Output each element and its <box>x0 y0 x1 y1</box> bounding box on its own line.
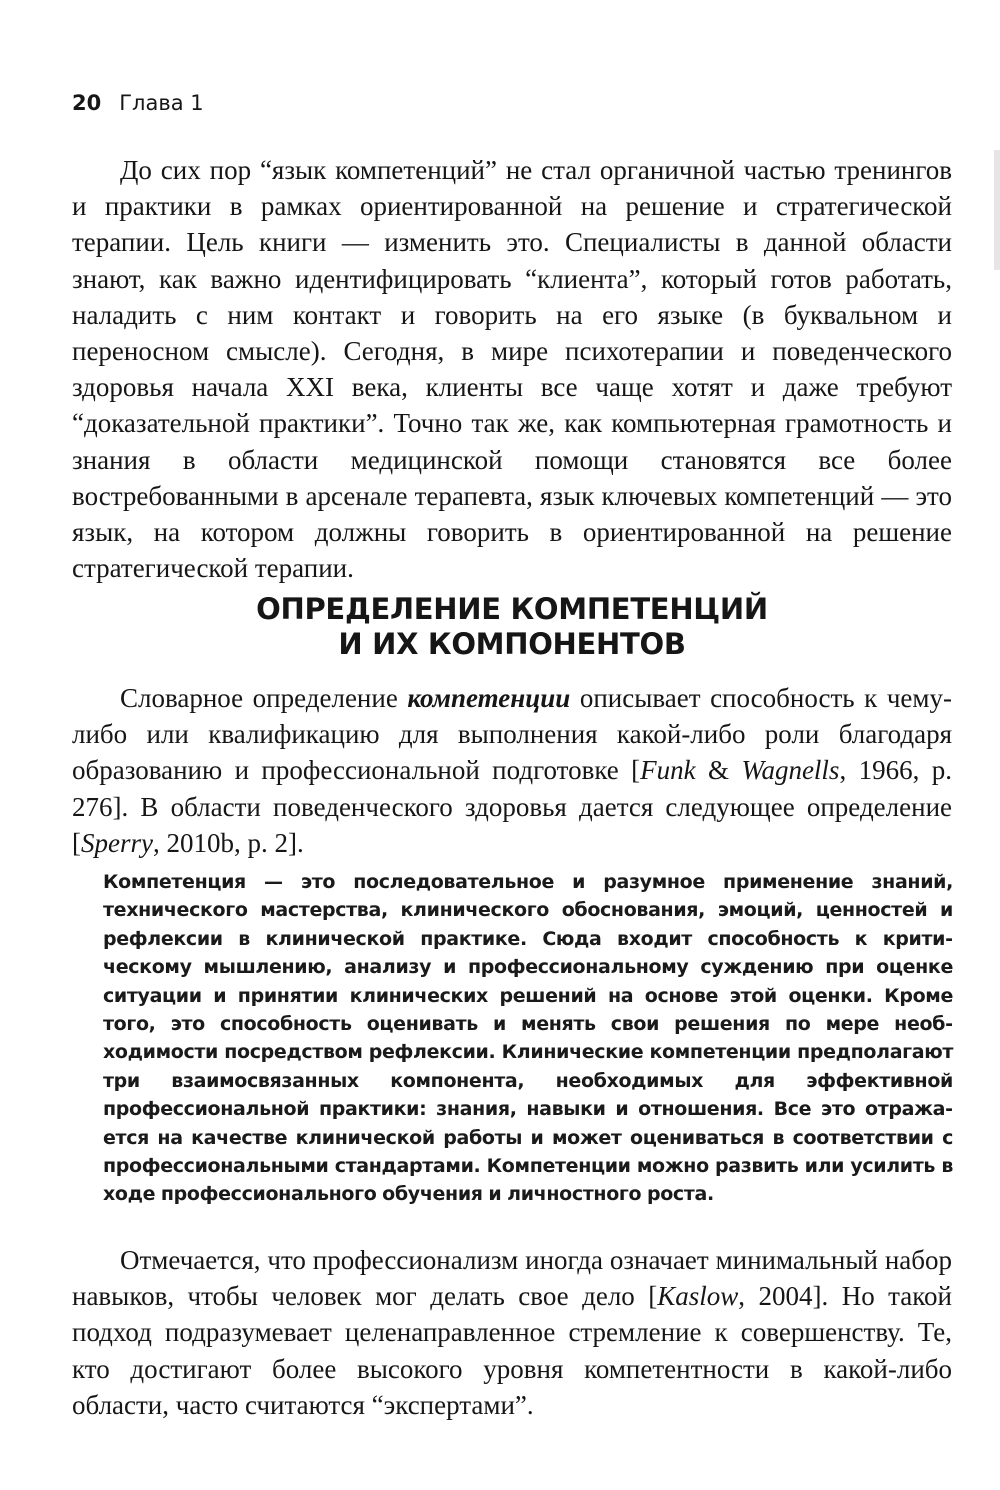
section-heading-line-1: ОПРЕДЕЛЕНИЕ КОМПЕТЕНЦИЙ <box>256 592 768 626</box>
intro-paragraph: До сих пор “язык компетенций” не стал органичной частью тренингов и практики в рамках ориентированной на решение и стратегической терапии. Цель книги — изменить это. Специалисты в данной области знают, как важно идентифицировать “клиента”, который готов работать, наладить с ним контакт и говорить на его языке (в буквальном и переносном смысле). Сегодня, в мире психотерапии и поведенческого здоровья начала XXI века, клиенты все чаще хотят и даже требуют “доказательной практики”. Точно так же, как компьютерная грамотность и знания в области медицинской помощи становятся все более востребованными в арсенале терапевта, язык ключевых компетенций — это язык, на котором должны говорить в ориентированной на решение стратегической терапии. <box>72 155 952 584</box>
citation-ampersand: & <box>695 755 742 786</box>
paragraph-text: Словарное определение <box>120 683 408 713</box>
citation-author: Wagnells <box>741 755 840 786</box>
paragraph-text: Отмечается, что профессионализм иногда означает минимальный набор навыков, чтобы человек мог делать свое дело [ <box>72 1245 952 1312</box>
paragraph-text: описывает способность к чему-либо или квалификацию для выполнения какой-либо роли благодаря образованию и профессиональной подготовке [ <box>72 683 952 786</box>
citation-author: Kaslow <box>657 1281 739 1312</box>
paragraph-text: , 1966, p. 276]. В области поведенческого здоровья дается следующее определение [ <box>72 755 952 858</box>
paragraph-text: , 2010b, p. 2]. <box>152 827 304 858</box>
section-heading-line-2: И ИХ КОМПОНЕНТОВ <box>338 627 686 661</box>
section-heading <box>72 592 952 662</box>
chapter-label: Глава 1 <box>119 91 204 115</box>
citation-author: Sperry <box>81 827 153 858</box>
emphasized-term: компетенции <box>407 683 571 713</box>
citation-author: Funk <box>640 755 696 786</box>
page-edge-shadow <box>994 150 1000 270</box>
definition-quote: Компетенция — это последовательное и разумное применение знаний, технического мастерства, клинического обоснования, эмоций, ценностей и рефлексии в клинической практике. Сюда входит способность к критическому мышлению, анализу и профессиональному суждению при оценке ситуации и принятии клинических решений на основе этой оценки. Кроме того, это способность оценивать и менять свои решения по мере необходимости посредством рефлексии. Клинические компетенции предполагают три взаимосвязанных компонента, необходимых для эффективной профессиональной практики: знания, навыки и отношения. Все это отражается на качестве клинической работы и может оцениваться в соответствии с профессиональными стандартами. Компетенции можно развить или усилить в ходе профессионального обучения и личностного роста. <box>103 871 953 1206</box>
page-number: 20 <box>72 91 102 115</box>
definition-intro-paragraph <box>72 680 952 861</box>
expertise-paragraph <box>72 1242 952 1423</box>
paragraph-text: , 2004]. Но такой подход подразумевает целенаправленное стремление к совершенству. Те, кто достигают более высокого уровня компетентности в какой-либо области, часто считаются “экспертами”. <box>72 1281 952 1420</box>
running-head <box>72 88 204 118</box>
